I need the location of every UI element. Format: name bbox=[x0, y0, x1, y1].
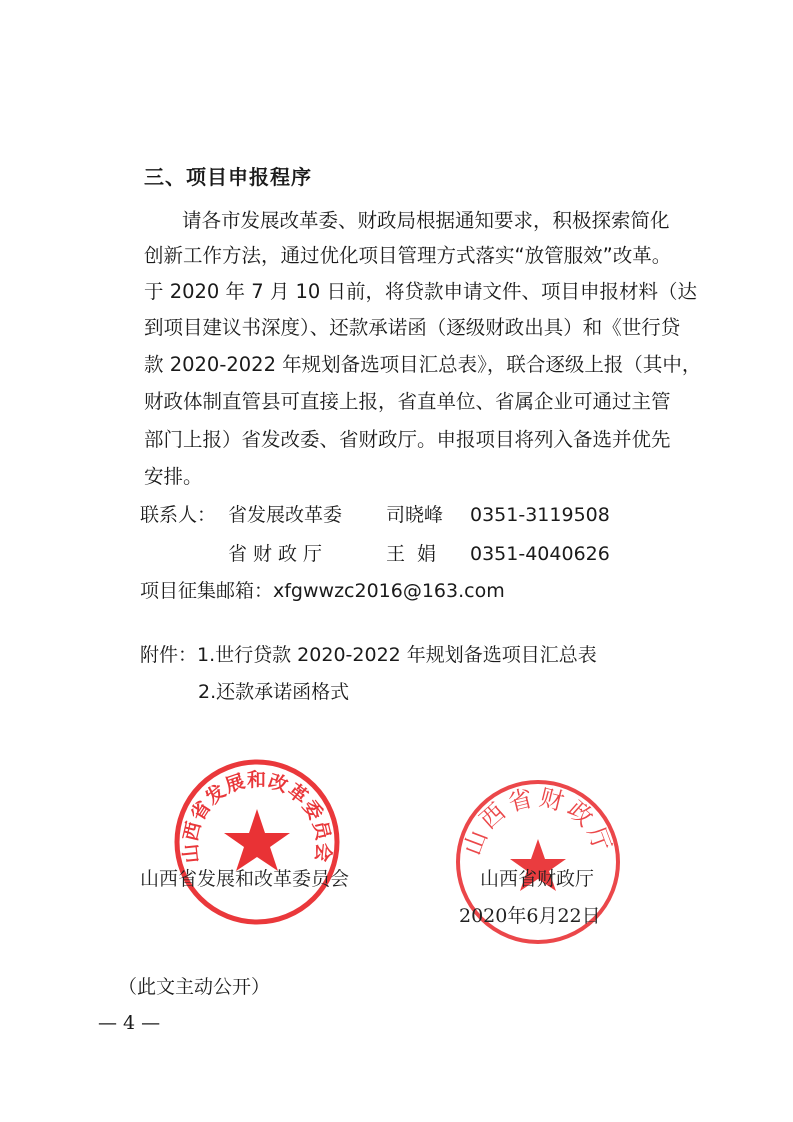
body-line-5: 款 2020-2022 年规划备选项目汇总表》，联合逐级上报（其中， bbox=[144, 353, 702, 376]
body-line-6: 财政体制直管县可直接上报，省直单位、省属企业可通过主管 bbox=[144, 390, 671, 413]
attachment-1 bbox=[140, 640, 597, 667]
signer-left: 山西省发展和改革委员会 bbox=[140, 868, 350, 890]
contact-person: 王娟 bbox=[386, 543, 449, 565]
signature-date: 2020年6月22日 bbox=[459, 905, 601, 927]
attachment-2: 2.还款承诺函格式 bbox=[198, 681, 350, 703]
attachment-item: 1.世行贷款 2020-2022 年规划备选项目汇总表 bbox=[197, 644, 597, 666]
body-line-4: 到项目建议书深度）、还款承诺函（逐级财政出具）和《世行贷 bbox=[144, 316, 681, 339]
body-line-7: 部门上报）省发改委、省财政厅。申报项目将列入备选并优先 bbox=[144, 428, 671, 451]
signer-right: 山西省财政厅 bbox=[480, 868, 595, 890]
section-heading: 三、项目申报程序 bbox=[144, 165, 312, 189]
contact-org: 省财政厅 bbox=[228, 543, 329, 565]
page-number: — 4 — bbox=[98, 1012, 161, 1034]
seal-left-stamp bbox=[172, 757, 342, 927]
contact-label: 联系人： bbox=[140, 504, 217, 526]
body-line-8: 安排。 bbox=[144, 465, 203, 488]
contact-phone: 0351-4040626 bbox=[470, 543, 610, 565]
contact-row-2 bbox=[140, 539, 610, 566]
body-line-1: 请各市发展改革委、财政局根据通知要求，积极探索简化 bbox=[182, 209, 670, 232]
body-line-2: 创新工作方法，通过优化项目管理方式落实“放管服效”改革。 bbox=[144, 244, 672, 267]
seal-right-text: 山西省财政厅 bbox=[458, 783, 618, 860]
contact-email: 项目征集邮箱：xfgwwzc2016@163.com bbox=[140, 580, 505, 602]
contact-phone: 0351-3119508 bbox=[470, 504, 610, 526]
attachment-label: 附件： bbox=[140, 644, 198, 666]
contact-row-1 bbox=[140, 500, 610, 527]
public-note: （此文主动公开） bbox=[118, 976, 271, 998]
contact-person: 司晓峰 bbox=[386, 504, 444, 526]
seal-left-text: 山西省发展和改革委员会 bbox=[179, 769, 335, 864]
contact-org: 省发展改革委 bbox=[228, 504, 343, 526]
body-line-3: 于 2020 年 7 月 10 日前，将贷款申请文件、项目申报材料（达 bbox=[144, 280, 698, 303]
